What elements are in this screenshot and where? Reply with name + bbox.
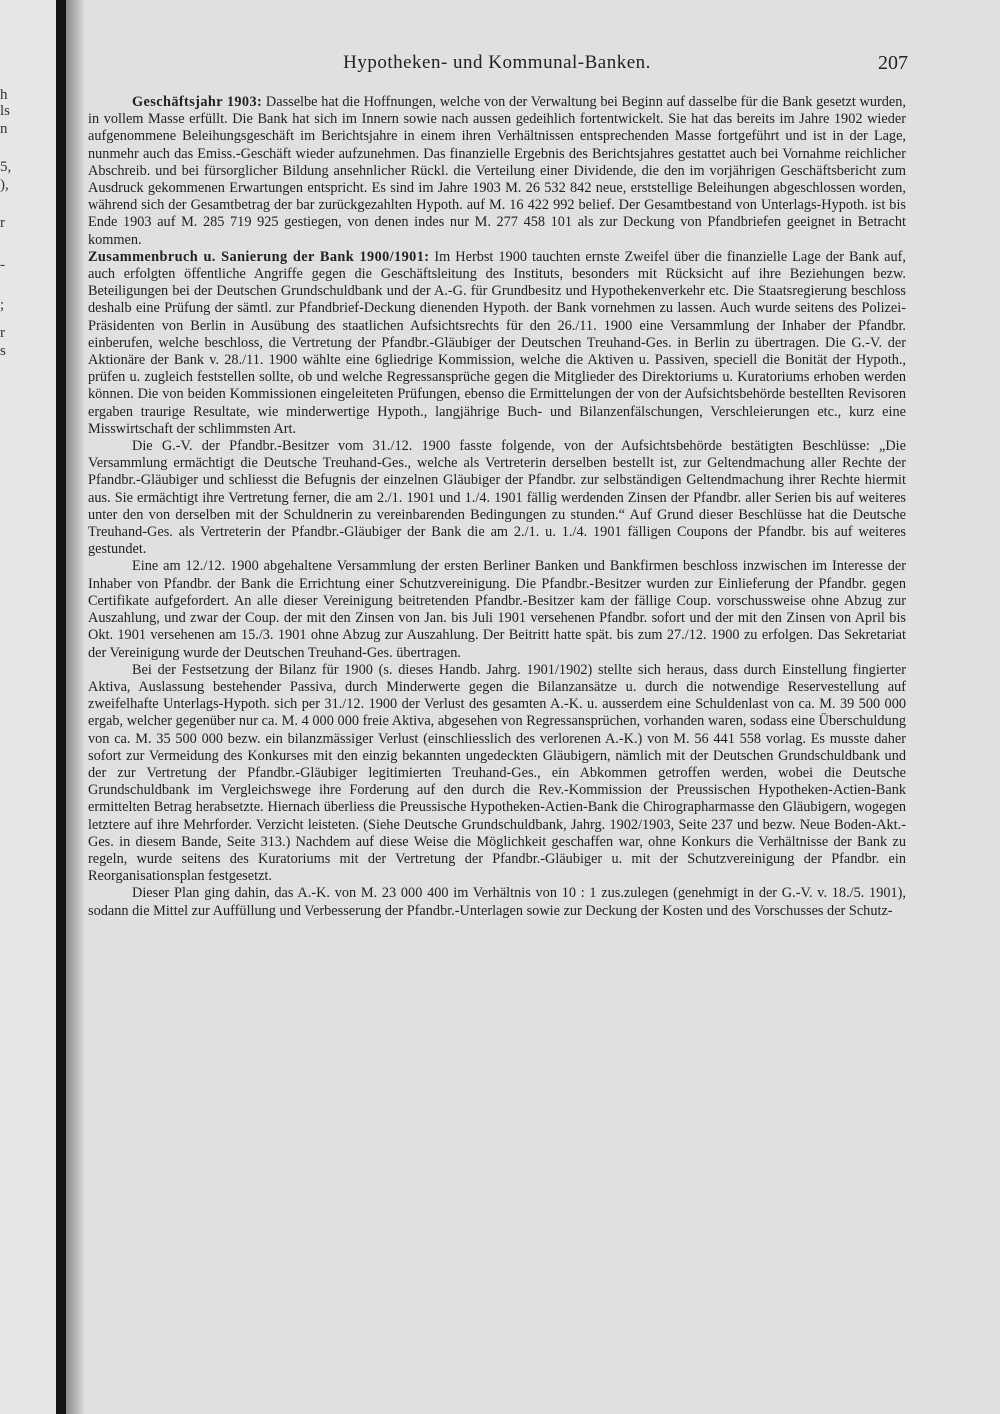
section-heading: Geschäftsjahr 1903: (132, 94, 263, 110)
paragraph-gv-pfandbr (88, 438, 906, 558)
running-head (86, 48, 908, 78)
paragraph-text: Im Herbst 1900 tauchten ernste Zweifel über die finanzielle Lage der Bank auf, auch erfolgten öffentliche Angriffe gegen die Geschäftsleitung des Instituts, besonders mit Rücksicht auf ihre Beziehungen bezw. Beteiligungen bei der Deutschen Grundschuldbank und der A.-G. für Grundbesitz und Hypothekenverkehr etc. Die Staatsregierung beschloss deshalb eine Prüfung der sämtl. zur Pfandbrief-Deckung dienenden Hypoth. der Bank vornehmen zu lassen. Auch wurde seitens des Polizei-Präsidenten von Berlin in Ausübung des staatlichen Aufsichtsrechts für den 26./11. 1900 eine Versammlung der Inhaber der Pfandbr. einberufen, welche beschloss, die Vertretung der Pfandbr.-Gläubiger der Deutschen Treuhand-Ges. in Berlin zu übertragen. Die G.-V. der Aktionäre der Bank v. 28./11. 1900 wählte eine 6gliedrige Kommission, welche die Aktiven u. Passiven, speciell die Bonität der Hypoth., prüfen u. zugleich feststellen sollte, ob und welche Regressansprüche gegen die Mitglieder des Direktoriums u. Kuratoriums erhoben werden können. Die von beiden Kommissionen eingeleiteten Prüfungen, ebenso die Ermittelungen der von der Aufsichtsbehörde bestellten Revisoren ergaben traurige Resultate, wie minderwertige Hypoth., langjährige Buch- und Bilanzenfälschungen, Verschleierungen etc., kurz eine Misswirtschaft der schlimmsten Art. (88, 248, 906, 437)
paragraph-geschaeftsjahr (88, 94, 906, 249)
margin-fragment: ; (0, 297, 5, 313)
margin-fragment: r (0, 215, 5, 231)
paragraph-versammlung (88, 558, 906, 661)
margin-fragment: r (0, 325, 5, 341)
book-spine-shadow (56, 0, 66, 1414)
margin-fragment: h (0, 87, 8, 103)
section-heading: Zusammenbruch u. Sanierung der Bank 1900/1901: (88, 248, 430, 265)
margin-fragment: s (0, 343, 6, 359)
margin-fragment: ls (0, 103, 11, 119)
margin-fragment: - (0, 257, 5, 273)
paragraph-text: Dieser Plan ging dahin, das A.-K. von M. 23 000 400 im Verhältnis von 10 : 1 zus.zulegen (genehmigt in der G.-V. v. 18./5. 1901), sodann die Mittel zur Auffüllung und Verbesserung der Pfandbr.-Unterlagen sowie zur Deckung der Kosten und des Vorschusses der Schutz- (88, 885, 906, 919)
margin-fragment: n (0, 121, 8, 137)
paragraph-text: Die G.-V. der Pfandbr.-Besitzer vom 31./12. 1900 fasste folgende, von der Aufsichtsbehörde bestätigten Beschlüsse: „Die Versammlung ermächtigt die Deutsche Treuhand-Ges., welche als Vertreterin derselben bestellt ist, zur Geltendmachung aller Rechte der Pfandbr.-Gläubiger und schliesst die Befugnis der einzelnen Gläubiger der Pfandbr. zur selbständigen Geltendmachung ihrer Rechte hiermit aus. Sie ermächtigt ihre Vertretung ferner, die am 2./1. 1901 und 1./4. 1901 fällig werdenden Zinsen der Pfandbr. aller Serien bis auf weiteres unter den von derselben mit der Schuldnerin zu vereinbarenden Bedingungen zu stunden.“ Auf Grund dieser Beschlüsse hat die Deutsche Treuhand-Ges. als Vertreterin der Pfandbr.-Gläubiger der Bank die am 2./1. u. 1./4. 1901 fälligen Coupons der Pfandbr. bis auf weiteres gestundet. (88, 438, 906, 558)
running-head-title: Hypotheken- und Kommunal-Banken. (343, 52, 651, 73)
margin-fragment: ), (0, 177, 9, 193)
paragraph-text: Bei der Festsetzung der Bilanz für 1900 (s. dieses Handb. Jahrg. 1901/1902) stellte sich heraus, dass durch Einstellung fingierter Aktiva, Auslassung bestehender Passiva, durch Minderwerte gegen die Bilanzansätze u. durch die notwendige Reservestellung auf zweifelhafte Unterlags-Hypoth. sich per 31./12. 1900 der Verlust des gesamten A.-K. u. ausserdem eine Schuldenlast von ca. M. 39 500 000 ergab, welcher gegenüber nur ca. M. 4 000 000 freie Aktiva, abgesehen von Regressansprüchen, vorhanden waren, sodass eine Überschuldung von ca. M. 35 500 000 bezw. ein bilanzmässiger Verlust (einschliesslich des verlorenen A.-K.) von M. 56 441 558 vorlag. Es musste daher sofort zur Vermeidung des Konkurses mit den einzig bekannten ungedeckten Gläubigern, nämlich mit der Deutschen Grundschuldbank und der zur Vertretung der Pfandbr.-Gläubiger legitimierten Treuhand-Ges., ein Abkommen getroffen werden, wobei die Deutsche Grundschuldbank im Vergleichswege ihre Forderung auf den durch die Rev.-Kommission der Preussischen Hypotheken-Actien-Bank ermittelten Betrag herabsetzte. Hiernach überliess die Preussische Hypotheken-Actien-Bank die Chirographarmasse den Gläubigern, wogegen letztere auf ihre Mehrforder. Verzicht leisteten. (Siehe Deutsche Grundschuldbank, Jahrg. 1902/1903, Seite 237 und bezw. Neue Boden-Akt.-Ges. in diesem Bande, Seite 313.) Nachdem auf diese Weise die Möglichkeit geschaffen war, ohne Konkurs die Verhältnisse der Bank zu regeln, wurde seitens des Kuratoriums mit der Vertretung der Pfandbr.-Gläubiger u. mit der Schutzvereinigung der Pfandbr. ein Reorganisationsplan festgesetzt. (88, 661, 906, 885)
article-body (88, 94, 906, 920)
gutter-shadow (66, 0, 84, 1414)
paragraph-bilanz-1900 (88, 662, 906, 886)
facing-page-edge (0, 0, 56, 1414)
paragraph-text: Eine am 12./12. 1900 abgehaltene Versammlung der ersten Berliner Banken und Bankfirmen beschloss inzwischen im Interesse der Inhaber von Pfandbr. der Bank die Errichtung einer Schutzvereinigung. Die Pfandbr.-Besitzer wurden zur Einlieferung der Pfandbr. gegen Certifikate aufgefordert. An alle dieser Vereinigung beitretenden Pfandbr.-Besitzer kam der fällige Coup. vorschussweise ohne Abzug zur Auszahlung, und zwar der Coup. der mit den Zinsen von Jan. bis Juli 1901 versehenen Pfandbr. sofort und der mit den Zinsen von April bis Okt. 1901 versehenen am 15./3. 1901 ohne Abzug zur Auszahlung. Der Beitritt hatte spät. bis zum 27./12. 1900 zu erfolgen. Das Sekretariat der Vereinigung wurde der Deutschen Treuhand-Ges. übertragen. (88, 558, 906, 661)
paragraph-plan (88, 885, 906, 919)
margin-fragment: 5, (0, 159, 12, 175)
paragraph-text: Dasselbe hat die Hoffnungen, welche von der Verwaltung bei Beginn auf dasselbe für die Bank gesetzt wurden, in vollem Masse erfüllt. Die Bank hat sich im Innern sowie nach aussen gedeihlich fortentwickelt. Sie hat das bereits im Jahre 1902 wieder aufgenommene Beleihungsgeschäft im Berichtsjahre in einem ihren Verhältnissen entsprechenden Masse fortgeführt und ist in der Lage, nunmehr auch das Emiss.-Geschäft wieder aufzunehmen. Das finanzielle Ergebnis des Berichtsjahres gestattet auch bei Vornahme reichlicher Abschreib. und bei fürsorglicher Bildung ansehnlicher Rückl. die Verteilung einer Dividende, die den im vorjährigen Geschäftsbericht zum Ausdruck gekommenen Erwartungen entspricht. Es sind im Jahre 1903 M. 26 532 842 neue, erststellige Beleihungen abgeschlossen worden, während sich der Gesamtbetrag der bar zurückgezahlten Hypoth. auf M. 16 422 992 belief. Der Gesamtbestand von Unterlags-Hypoth. ist bis Ende 1903 auf M. 285 719 925 gestiegen, von denen indes nur M. 277 458 101 als zur Deckung von Pfandbriefen geeignet in Betracht kommen. (88, 94, 906, 248)
book-page (86, 48, 908, 1398)
page-number: 207 (878, 52, 908, 74)
paragraph-zusammenbruch (88, 249, 906, 438)
